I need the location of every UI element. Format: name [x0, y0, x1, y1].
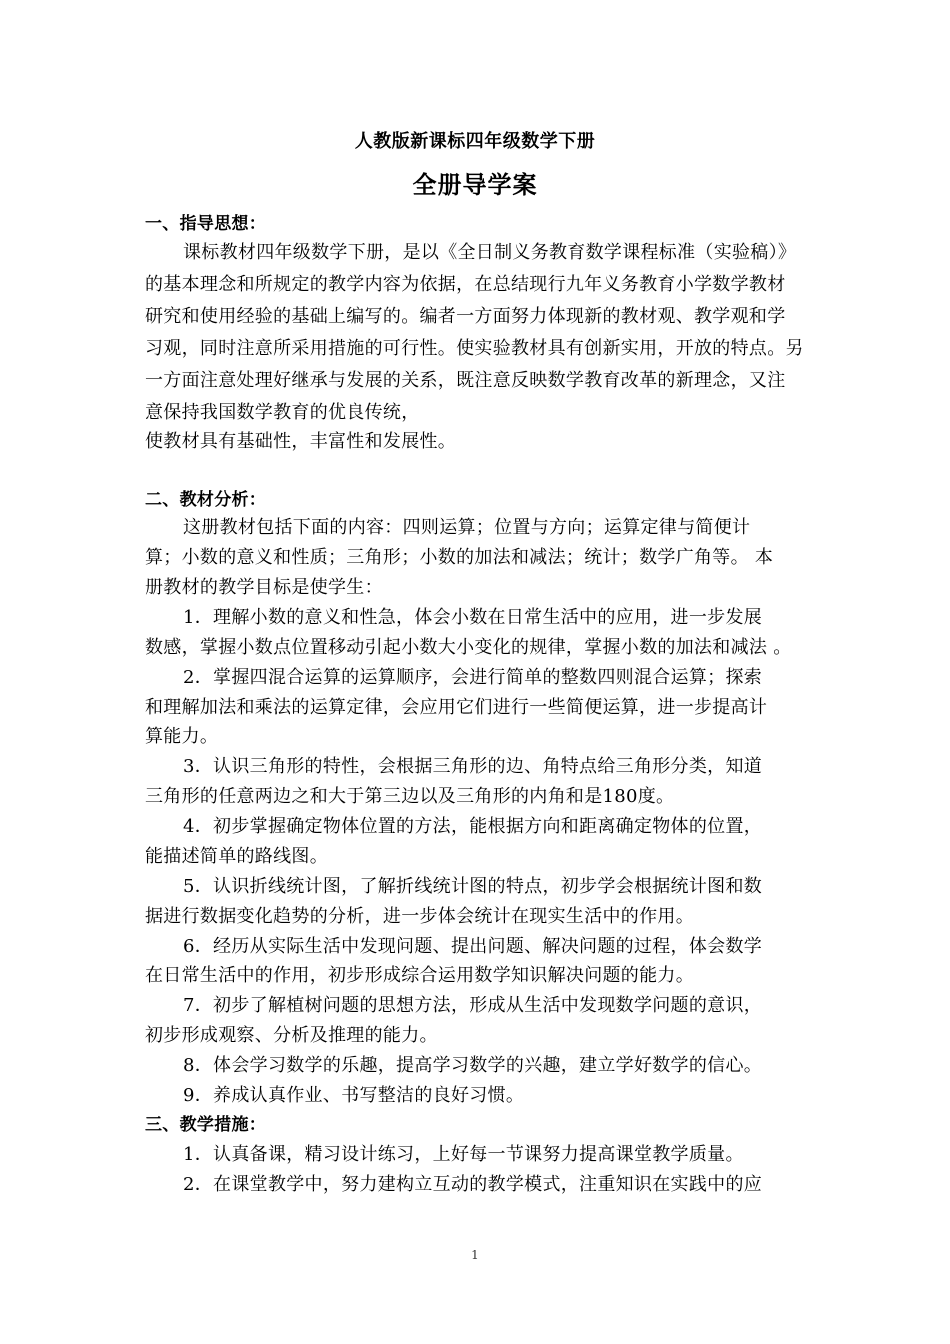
paragraph-line: 和理解加法和乘法的运算定律，会应用它们进行一些简便运算，进一步提高计 [145, 697, 768, 718]
measure-item: 2．在课堂教学中，努力建构立互动的教学模式，注重知识在实践中的应 [183, 1174, 763, 1195]
section-heading-textbook-analysis: 二、教材分析： [145, 490, 267, 510]
paragraph-line: 初步形成观察、分析及推理的能力。 [145, 1025, 438, 1046]
paragraph-line: 在日常生活中的作用，初步形成综合运用数学知识解决问题的能力。 [145, 965, 694, 986]
section-heading-guiding-ideas: 一、指导思想： [145, 214, 267, 234]
goal-item: 6．经历从实际生活中发现问题、提出问题、解决问题的过程，体会数学 [183, 936, 763, 957]
paragraph-line: 三角形的任意两边之和大于第三边以及三角形的内角和是180度。 [145, 786, 675, 807]
paragraph-line: 数感，掌握小数点位置移动引起小数大小变化的规律，掌握小数的加法和减法 。 [145, 637, 792, 658]
paragraph-line: 这册教材包括下面的内容：四则运算；位置与方向；运算定律与简便计 [183, 517, 751, 538]
document-subtitle: 人教版新课标四年级数学下册 [354, 131, 596, 152]
section-heading-teaching-measures: 三、教学措施： [145, 1115, 267, 1135]
paragraph-line: 能描述简单的路线图。 [145, 846, 328, 867]
paragraph-line: 据进行数据变化趋势的分析，进一步体会统计在现实生活中的作用。 [145, 906, 694, 927]
goal-item: 4．初步掌握确定物体位置的方法，能根据方向和距离确定物体的位置， [183, 816, 763, 837]
paragraph-line: 习观，同时注意所采用措施的可行性。使实验教材具有创新实用，开放的特点。另 [145, 338, 804, 359]
goal-item: 3．认识三角形的特性，会根据三角形的边、角特点给三角形分类，知道 [183, 756, 763, 777]
goal-item: 7．初步了解植树问题的思想方法，形成从生活中发现数学问题的意识， [183, 995, 763, 1016]
paragraph-line: 研究和使用经验的基础上编写的。编者一方面努力体现新的教材观、教学观和学 [145, 306, 786, 327]
paragraph-line: 使教材具有基础性，丰富性和发展性。 [145, 431, 457, 452]
paragraph-line: 算；小数的意义和性质；三角形；小数的加法和减法；统计；数学广角等。 本 [145, 547, 774, 568]
paragraph-line: 意保持我国数学教育的优良传统， [145, 402, 420, 423]
goal-item: 8．体会学习数学的乐趣，提高学习数学的兴趣，建立学好数学的信心。 [183, 1055, 763, 1076]
goal-item: 5．认识折线统计图，了解折线统计图的特点，初步学会根据统计图和数 [183, 876, 763, 897]
paragraph-line: 的基本理念和所规定的教学内容为依据，在总结现行九年义务教育小学数学教材 [145, 274, 786, 295]
goal-item: 9．养成认真作业、书写整洁的良好习惯。 [183, 1085, 525, 1106]
paragraph-line: 一方面注意处理好继承与发展的关系，既注意反映数学教育改革的新理念，又注 [145, 370, 786, 391]
measure-item: 1．认真备课，精习设计练习，上好每一节课努力提高课堂教学质量。 [183, 1144, 744, 1165]
document-title: 全册导学案 [412, 170, 538, 199]
paragraph-line: 算能力。 [145, 726, 219, 747]
paragraph-line: 册教材的教学目标是使学生： [145, 577, 383, 598]
goal-item: 2．掌握四混合运算的运算顺序，会进行简单的整数四则混合运算；探索 [183, 667, 763, 688]
paragraph-line: 课标教材四年级数学下册，是以《全日制义务教育数学课程标准（实验稿）》 [183, 242, 797, 263]
goal-item: 1．理解小数的意义和性急，体会小数在日常生活中的应用，进一步发展 [183, 607, 763, 628]
page-number: 1 [471, 1248, 479, 1262]
